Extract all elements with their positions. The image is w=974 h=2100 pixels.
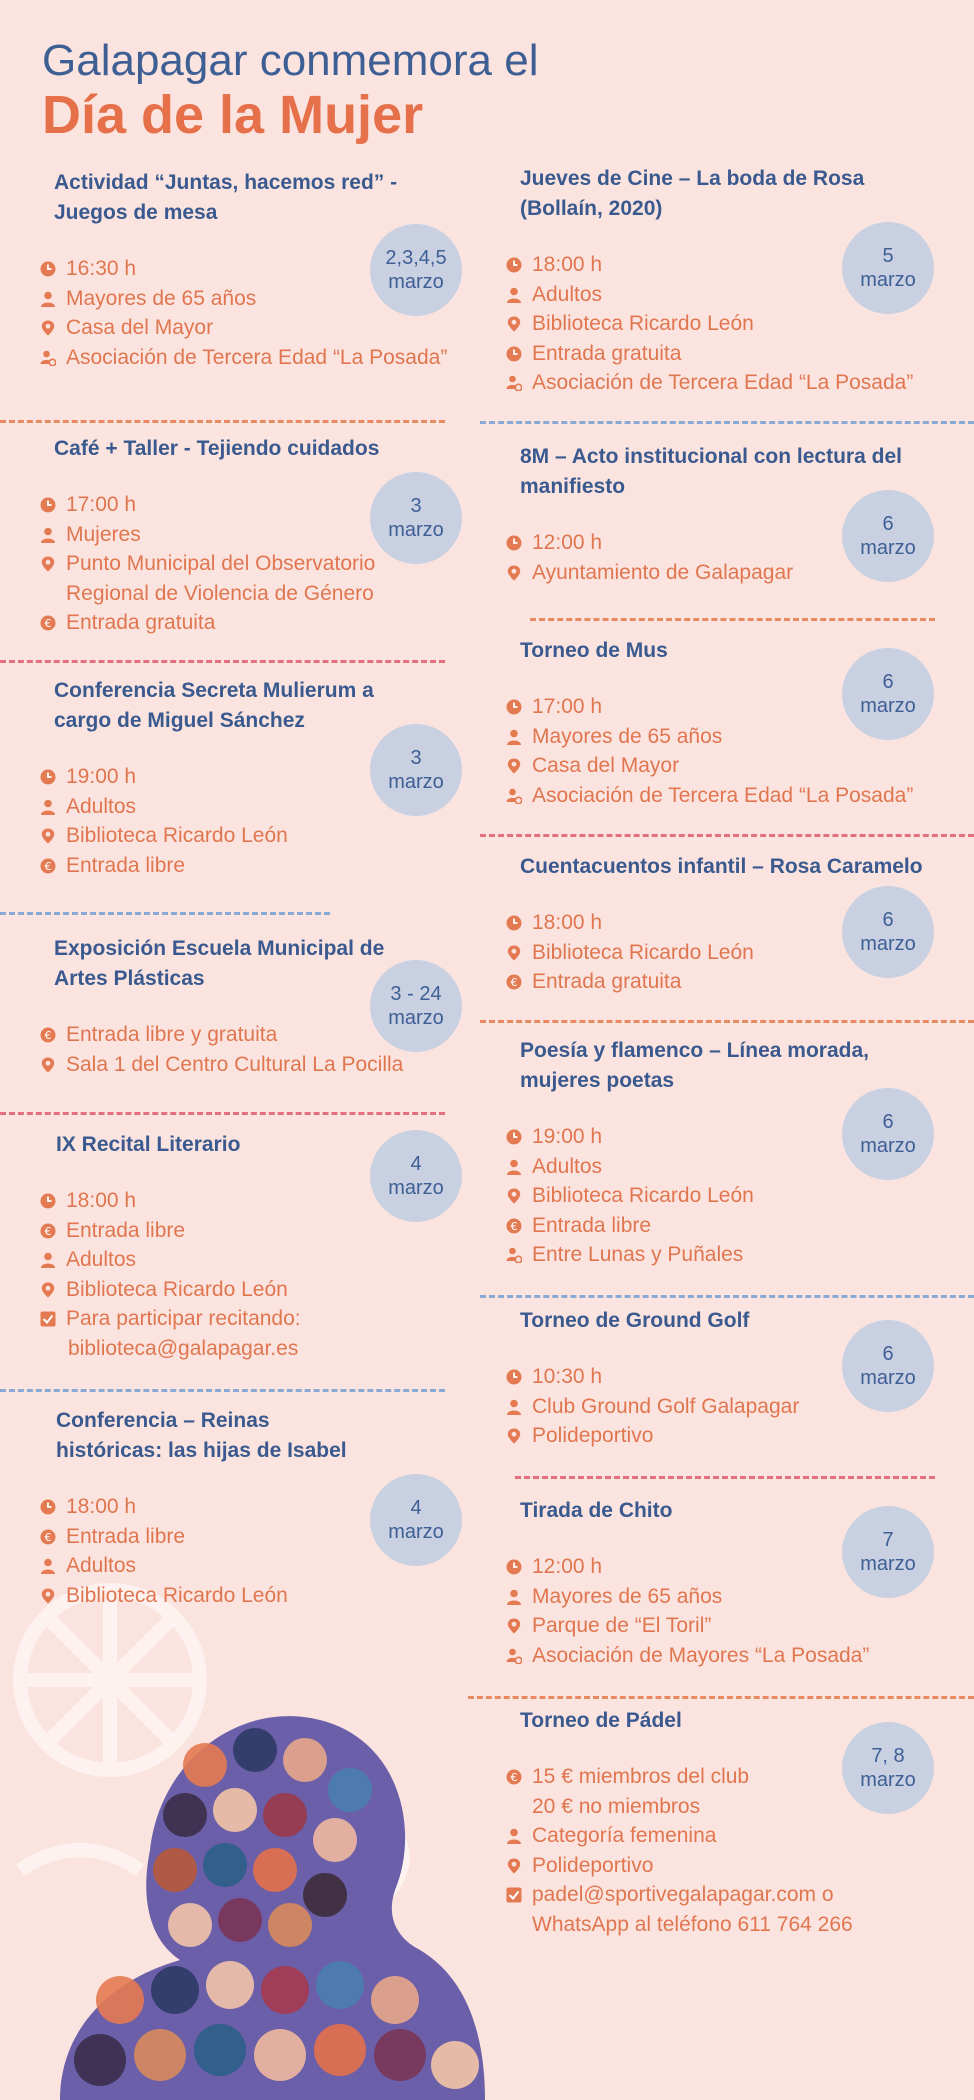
event-date-badge: 6 marzo [842, 648, 934, 740]
clock-icon [40, 769, 56, 785]
location-pin-icon [506, 1618, 522, 1634]
separator [0, 1389, 445, 1392]
event-detail: Mayores de 65 años [40, 284, 480, 314]
euro-icon [40, 858, 56, 874]
event-card-poesia-y-flamenco [506, 1036, 946, 1270]
event-detail: € Entrada libre [40, 1522, 480, 1552]
event-title: Actividad “Juntas, hacemos red” - Juegos de mesa [54, 171, 398, 224]
svg-text:€: € [44, 1029, 52, 1042]
event-detail: 10:30 h [506, 1362, 946, 1392]
event-date-badge: 7 marzo [842, 1506, 934, 1598]
clock-icon [506, 346, 522, 362]
event-title: IX Recital Literario [56, 1133, 241, 1156]
event-card-conferencia-secreta [40, 676, 480, 880]
clock-icon [506, 1369, 522, 1385]
event-detail: € Entrada gratuita [506, 967, 966, 997]
event-detail: Asociación de Tercera Edad “La Posada” [40, 343, 480, 373]
event-detail: Adultos [40, 1551, 480, 1581]
event-date-badge: 7, 8 marzo [842, 1722, 934, 1814]
event-detail: Adultos [40, 1245, 480, 1275]
organizer-icon [506, 1648, 522, 1664]
organizer-icon [506, 788, 522, 804]
event-detail: Punto Municipal del Observatorio Regional de Violencia de Género [40, 549, 480, 608]
event-detail: 12:00 h [506, 1552, 946, 1582]
euro-icon [40, 1223, 56, 1239]
clock-icon [40, 261, 56, 277]
event-detail: Ayuntamiento de Galapagar [506, 558, 946, 588]
event-title: Exposición Escuela Municipal de Artes Plásticas [54, 937, 385, 990]
event-card-torneo-de-mus [506, 636, 946, 810]
separator [480, 1020, 974, 1023]
event-detail: € Entrada libre y gratuita [40, 1020, 480, 1050]
location-pin-icon [506, 565, 522, 581]
separator [480, 1295, 974, 1298]
event-detail: 19:00 h [40, 762, 480, 792]
event-title: Cuentacuentos infantil – Rosa Caramelo [520, 855, 923, 878]
separator [0, 912, 330, 915]
clock-icon [506, 915, 522, 931]
separator [468, 1696, 974, 1699]
event-date-badge: 3 marzo [370, 724, 462, 816]
event-detail: Para participar recitando: biblioteca@galapagar.es [40, 1304, 480, 1363]
event-card-torneo-ground-golf [506, 1306, 946, 1451]
event-date-badge: 2,3,4,5 marzo [370, 224, 462, 316]
event-detail: Asociación de Tercera Edad “La Posada” [506, 781, 946, 811]
event-detail: € Entrada libre [40, 1216, 480, 1246]
event-detail: € Entrada gratuita [40, 608, 480, 638]
location-pin-icon [40, 1588, 56, 1604]
location-pin-icon [506, 758, 522, 774]
euro-icon [40, 1529, 56, 1545]
event-detail: € Entrada libre [506, 1211, 946, 1241]
checkbox-icon [506, 1887, 522, 1903]
event-detail: € Entrada libre [40, 851, 480, 881]
location-pin-icon [40, 828, 56, 844]
event-detail: Adultos [40, 792, 480, 822]
event-title: Jueves de Cine – La boda de Rosa (Bollaín, 2020) [520, 167, 865, 220]
event-date-badge: 4 marzo [370, 1474, 462, 1566]
event-detail: Casa del Mayor [506, 751, 946, 781]
event-detail: Biblioteca Ricardo León [506, 938, 966, 968]
euro-icon [40, 615, 56, 631]
separator [515, 1476, 935, 1479]
clock-icon [506, 699, 522, 715]
event-date-badge: 3 - 24 marzo [370, 960, 462, 1052]
location-pin-icon [40, 320, 56, 336]
svg-text:€: € [510, 1771, 518, 1784]
event-detail: 18:00 h [506, 250, 946, 280]
event-detail: Adultos [506, 1152, 946, 1182]
event-detail: Asociación de Mayores “La Posada” [506, 1641, 946, 1671]
person-icon [506, 729, 522, 745]
event-detail: Entre Lunas y Puñales [506, 1240, 946, 1270]
location-pin-icon [40, 556, 56, 572]
event-detail: 18:00 h [506, 908, 966, 938]
euro-icon [506, 974, 522, 990]
event-detail: Mayores de 65 años [506, 1582, 946, 1612]
event-title: Conferencia – Reinas históricas: las hijas de Isabel [56, 1409, 347, 1462]
separator [0, 660, 445, 663]
location-pin-icon [506, 316, 522, 332]
event-detail: Adultos [506, 280, 946, 310]
event-title: Café + Taller - Tejiendo cuidados [54, 437, 380, 460]
event-date-badge: 4 marzo [370, 1130, 462, 1222]
location-pin-icon [506, 1188, 522, 1204]
event-date-badge: 6 marzo [842, 490, 934, 582]
event-date-badge: 3 marzo [370, 472, 462, 564]
event-detail: Mujeres [40, 520, 480, 550]
event-title: Torneo de Mus [520, 639, 668, 662]
event-detail: Polideportivo [506, 1421, 946, 1451]
person-icon [40, 291, 56, 307]
location-pin-icon [506, 945, 522, 961]
event-detail: Mayores de 65 años [506, 722, 946, 752]
separator [0, 1112, 445, 1115]
person-icon [506, 1828, 522, 1844]
clock-icon [506, 1559, 522, 1575]
separator [530, 618, 935, 621]
person-icon [506, 1589, 522, 1605]
event-title: 8M – Acto institucional con lectura del manifiesto [520, 445, 902, 498]
event-detail: Biblioteca Ricardo León [40, 821, 480, 851]
separator [480, 421, 974, 424]
event-card-recital-literario [40, 1130, 480, 1363]
event-detail: Biblioteca Ricardo León [40, 1275, 480, 1305]
person-icon [506, 1159, 522, 1175]
clock-icon [40, 1499, 56, 1515]
separator [0, 420, 445, 423]
svg-text:€: € [510, 1219, 518, 1233]
clock-icon [506, 1129, 522, 1145]
event-detail: 16:30 h [40, 254, 480, 284]
event-detail: Entrada gratuita [506, 339, 946, 369]
svg-text:€: € [510, 976, 518, 989]
event-card-exposicion [40, 934, 480, 1079]
euro-icon [506, 1218, 522, 1234]
page-title-line1: Galapagar conmemora el [42, 36, 539, 85]
event-detail: Biblioteca Ricardo León [506, 309, 946, 339]
person-icon [40, 527, 56, 543]
event-detail: 17:00 h [506, 692, 946, 722]
location-pin-icon [506, 1428, 522, 1444]
event-detail: € 15 € miembros del club 20 € no miembros [506, 1762, 966, 1821]
organizer-icon [506, 1247, 522, 1263]
event-detail: Sala 1 del Centro Cultural La Pocilla [40, 1050, 480, 1080]
person-icon [40, 799, 56, 815]
event-detail: Parque de “El Toril” [506, 1611, 946, 1641]
organizer-icon [506, 375, 522, 391]
clock-icon [506, 535, 522, 551]
event-date-badge: 6 marzo [842, 1088, 934, 1180]
clock-icon [40, 497, 56, 513]
location-pin-icon [40, 1282, 56, 1298]
checkbox-icon [40, 1311, 56, 1327]
page-title-line2: Día de la Mujer [42, 85, 424, 145]
person-icon [506, 1399, 522, 1415]
event-detail: Casa del Mayor [40, 313, 480, 343]
event-detail: 12:00 h [506, 528, 946, 558]
event-detail: Biblioteca Ricardo León [40, 1581, 480, 1611]
event-title: Conferencia Secreta Mulierum a cargo de Miguel Sánchez [54, 679, 374, 732]
clock-icon [506, 257, 522, 273]
person-icon [506, 287, 522, 303]
svg-text:€: € [44, 1530, 52, 1544]
svg-text:€: € [44, 1224, 52, 1238]
event-detail: Asociación de Tercera Edad “La Posada” [506, 368, 946, 398]
event-title: Poesía y flamenco – Línea morada, mujeres poetas [520, 1039, 869, 1092]
event-detail: padel@sportivegalapagar.com o WhatsApp al teléfono 611 764 266 [506, 1880, 966, 1939]
clock-icon [40, 1193, 56, 1209]
women-crowd-illustration [0, 1560, 500, 2100]
event-detail: Polideportivo [506, 1851, 966, 1881]
event-date-badge: 5 marzo [842, 222, 934, 314]
euro-icon [40, 1027, 56, 1043]
event-card-8m-acto-institucional [506, 442, 946, 587]
event-card-jueves-de-cine [506, 164, 946, 398]
event-card-cuentacuentos [506, 852, 966, 997]
location-pin-icon [40, 1057, 56, 1073]
svg-text:€: € [44, 617, 52, 630]
organizer-icon [40, 350, 56, 366]
event-detail: 19:00 h [506, 1122, 946, 1152]
separator [480, 834, 974, 837]
location-pin-icon [506, 1858, 522, 1874]
event-detail: Categoría femenina [506, 1821, 966, 1851]
event-date-badge: 6 marzo [842, 1320, 934, 1412]
svg-text:€: € [44, 859, 52, 873]
event-title: Tirada de Chito [520, 1499, 673, 1522]
event-card-reinas-historicas [40, 1406, 480, 1610]
event-detail: 18:00 h [40, 1492, 480, 1522]
person-icon [40, 1252, 56, 1268]
event-card-cafe-taller [40, 434, 480, 638]
euro-icon [506, 1769, 522, 1785]
event-detail: 18:00 h [40, 1186, 480, 1216]
event-detail: Biblioteca Ricardo León [506, 1181, 946, 1211]
event-title: Torneo de Pádel [520, 1709, 682, 1732]
event-title: Torneo de Ground Golf [520, 1309, 750, 1332]
event-card-tirada-de-chito [506, 1496, 946, 1670]
event-card-torneo-de-padel [506, 1706, 966, 1939]
event-card-juntas-hacemos-red [40, 168, 480, 372]
event-date-badge: 6 marzo [842, 886, 934, 978]
person-icon [40, 1558, 56, 1574]
event-detail: Club Ground Golf Galapagar [506, 1392, 946, 1422]
event-detail: 17:00 h [40, 490, 480, 520]
